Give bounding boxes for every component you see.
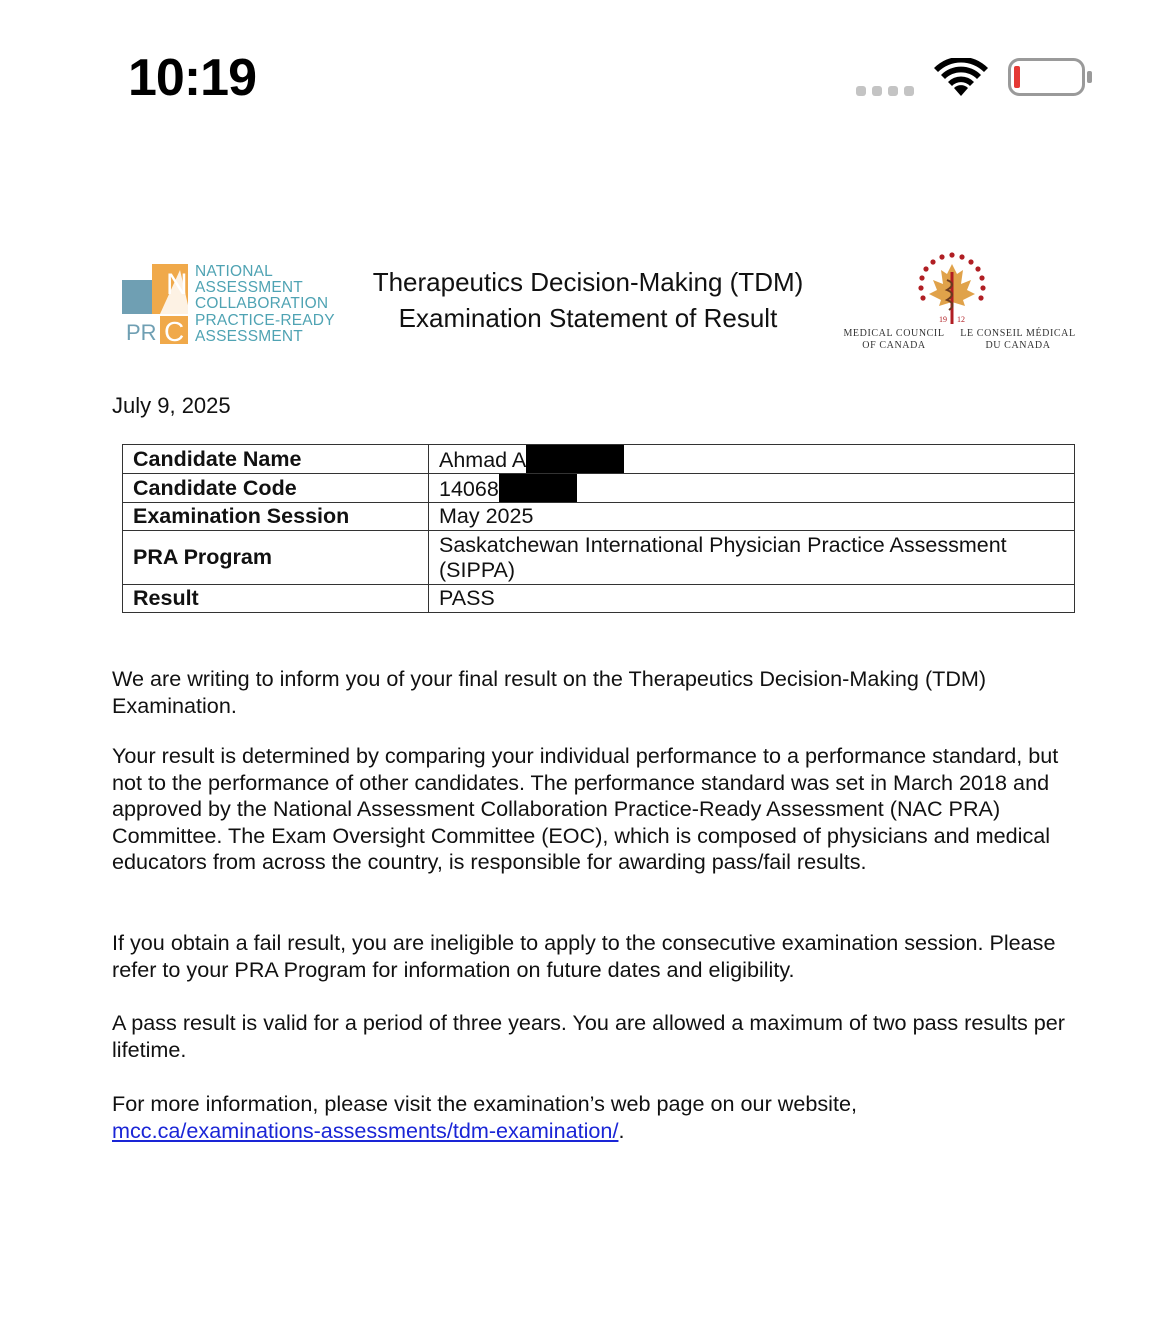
wifi-icon (934, 58, 988, 98)
title-line-1: Therapeutics Decision-Making (TDM) (372, 267, 804, 297)
svg-text:N: N (166, 268, 188, 301)
redaction-bar (499, 474, 577, 502)
nac-logo-line: NATIONAL (195, 263, 273, 280)
paragraph-pass-validity: A pass result is valid for a period of three years. You are allowed a maximum of two pass results per lifetime. (112, 1010, 1065, 1062)
status-time: 10:19 (128, 49, 256, 107)
mcc-english-name (842, 328, 946, 352)
candidate-code-value: 14068 (439, 477, 499, 501)
table-row (123, 474, 1075, 503)
row-label: Result (123, 585, 429, 613)
mcc-fr-line-1: LE CONSEIL MÉDICAL (960, 328, 1076, 339)
exam-session-value: May 2025 (429, 503, 1075, 531)
paragraph-intro: We are writing to inform you of your final result on the Therapeutics Decision-Making (TDM) Examination. (112, 666, 987, 718)
mcc-en-line-1: MEDICAL COUNCIL (843, 328, 945, 339)
row-label: Examination Session (123, 503, 429, 531)
title-line-2: Examination Statement of Result (398, 303, 778, 333)
mcc-fr-line-2: DU CANADA (985, 340, 1051, 351)
row-label: Candidate Name (123, 445, 429, 474)
mcc-french-name (958, 328, 1078, 352)
nac-logo-line: ASSESSMENT (195, 327, 303, 345)
svg-text:PR: PR (126, 320, 157, 345)
table-row (123, 585, 1075, 613)
table-row (123, 531, 1075, 585)
nac-logo-line: COLLABORATION (195, 295, 329, 313)
row-label: Candidate Code (123, 474, 429, 503)
nac-logo-wordmark (195, 264, 335, 345)
table-row (123, 503, 1075, 531)
redaction-bar (526, 445, 624, 473)
mcc-logo (905, 250, 1000, 332)
paragraph-more-info (112, 1091, 1082, 1144)
mcc-year-left: 19 (939, 315, 947, 324)
document-title (338, 264, 838, 336)
nac-logo-line: PRACTICE-READY (195, 311, 335, 329)
sentence-period: . (618, 1117, 625, 1143)
candidate-name-value: Ahmad A (439, 448, 527, 472)
nac-logo-line: ASSESSMENT (195, 279, 303, 297)
table-row (123, 445, 1075, 474)
tdm-examination-link[interactable]: mcc.ca/examinations-assessments/tdm-examination/ (112, 1117, 619, 1143)
paragraph-fail-result: If you obtain a fail result, you are ineligible to apply to the consecutive examination session. Please refer to your PRA Program for information on future dates and eligibility. (112, 930, 1056, 982)
mcc-en-line-2: OF CANADA (862, 340, 926, 351)
letter-date: July 9, 2025 (112, 393, 231, 418)
svg-text:C: C (164, 316, 185, 346)
candidate-info-table (122, 444, 1075, 613)
row-value-cell (429, 445, 1075, 474)
pra-program-value: Saskatchewan International Physician Practice Assessment (SIPPA) (429, 531, 1075, 585)
paragraph-standard: Your result is determined by comparing your individual performance to a performance standard, but not to the performance of other candidates. The performance standard was set in March 2018 and approved by the National Assessment Collaboration Practice-Ready Assessment (NAC PRA) Committee. The Exam Oversight Committee (EOC), which is composed of physicians and medical educators from across the country, is responsible for awarding pass/fail results. (112, 743, 1059, 875)
cellular-signal-icon (856, 86, 914, 96)
row-label: PRA Program (123, 531, 429, 585)
more-info-text: For more information, please visit the examination’s web page on our website, (112, 1091, 857, 1116)
result-value: PASS (429, 585, 1075, 613)
battery-low-icon (1008, 58, 1094, 98)
row-value-cell (429, 474, 1075, 503)
mcc-year-right: 12 (957, 315, 965, 324)
